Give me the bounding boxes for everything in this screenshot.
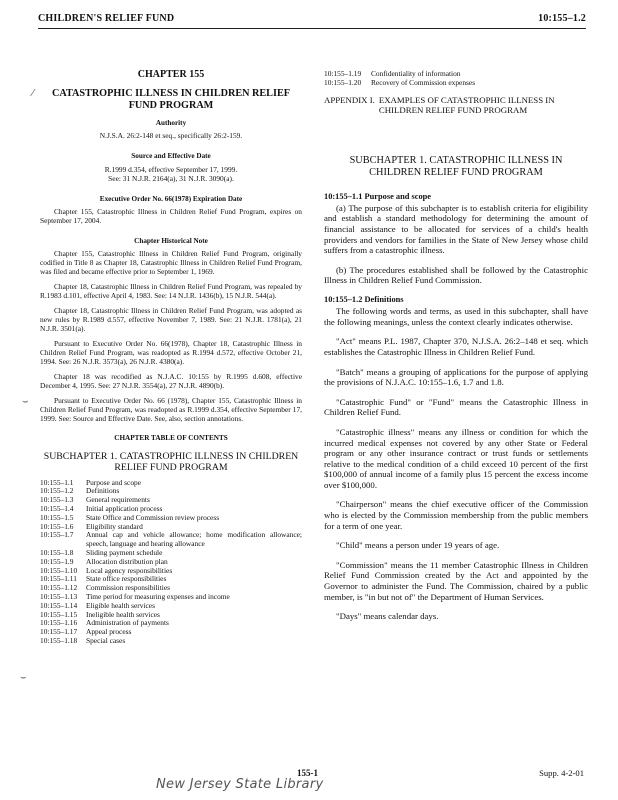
supplement-date: Supp. 4-2-01 [539,768,584,778]
toc-row[interactable] [40,637,302,646]
toc-section-title: Sliding payment schedule [86,548,163,557]
page-number: 155-1 [297,768,318,778]
historical-note-heading: Chapter Historical Note [134,236,208,245]
toc-row[interactable] [40,496,302,505]
source-line: See: 31 N.J.R. 2164(a), 31 N.J.R. 3090(a). [108,173,234,183]
toc-row[interactable] [40,487,302,496]
definition-days: "Days" means calendar days. [336,611,439,622]
table-of-contents-continued [324,70,588,88]
toc-section-title: General requirements [86,495,150,505]
section-paragraph: The following words and terms, as used in this subchapter, shall have the following meanings, unless the context clearly indicates otherwise. [324,306,588,327]
toc-section-number: 10:155–1.2 [40,486,74,496]
toc-section-title: Confidentiality of information [371,69,461,78]
header-title: CHILDREN'S RELIEF FUND [38,13,175,24]
definition-batch: "Batch" means a grouping of applications for the purpose of applying the provisions of N.J.A.C. 10:155–1.6, 1.7 and 1.8. [324,366,588,388]
section-heading: 10:155–1.1 Purpose and scope [324,191,432,201]
authority-text: N.J.S.A. 26:2-148 et seq., specifically 26:2-159. [99,131,243,141]
right-column [324,70,588,631]
definition-catastrophic-illness: "Catastrophic illness" means any illness or condition for which the incurred medical expenses not covered by any other State or Federal program or any other insurance contract or trust funds or settlements relative to the medical condition of a child exceed 10 percent of the first $100,000 of annual income of a family plus 15 percent the excess income over $100,000. [324,426,588,490]
toc-row[interactable] [40,531,302,549]
margin-mark: ⁄ [32,88,34,99]
definition-child: "Child" means a person under 19 years of age. [336,540,500,551]
toc-section-title: Administration of payments [86,618,169,628]
toc-section-title: Initial application process [86,504,163,514]
running-header [38,10,586,29]
section-paragraph: (a) The purpose of this subchapter is to establish criteria for eligibility and establish a standard methodology for determining the amount of financial assistance to be allocated for services of a child's health providers and vendors for families in the State of New Jersey whose child suffers from a catastrophic illness. [324,202,588,256]
toc-row[interactable] [40,567,302,576]
historical-note-paragraph: Chapter 155, Catastrophic Illness in Children Relief Fund Program, originally codified in Title 8 as Chapter 18, Catastrophic Illness in Children Relief Fund Program, was filed and became effective prior to September 1, 1969. [40,249,302,277]
authority-heading: Authority [155,119,187,128]
toc-row[interactable] [40,575,302,584]
toc-row[interactable] [40,514,302,523]
source-heading: Source and Effective Date [131,152,211,161]
toc-section-number: 10:155–1.1 [40,477,74,487]
toc-subchapter-title: SUBCHAPTER 1. CATASTROPHIC ILLNESS IN CHILDREN RELIEF FUND PROGRAM [43,451,299,474]
toc-section-title: Recovery of Commission expenses [371,77,476,87]
margin-mark: ⌣ [22,396,29,407]
historical-note-paragraph: Chapter 18, Catastrophic Illness in Children Relief Fund Program, was repealed by R.1983 d.101, effective April 4, 1983. See: 14 N.J.R. 1436(b), 15 N.J.R. 544(a). [40,282,302,301]
chapter-title: CATASTROPHIC ILLNESS IN CHILDREN RELIEF FUND PROGRAM [52,88,290,112]
toc-section-title: State Office and Commission review process [86,512,220,522]
toc-section-number: 10:155–1.11 [40,574,77,584]
toc-section-title: Definitions [86,486,120,496]
toc-section-title: State office responsibilities [86,574,167,584]
toc-row[interactable] [40,619,302,628]
toc-section-number: 10:155–1.14 [40,600,78,610]
toc-row[interactable] [40,611,302,620]
toc-section-number: 10:155–1.5 [40,512,74,522]
toc-row[interactable] [40,593,302,602]
toc-section-title: Allocation distribution plan [86,556,168,566]
executive-order-text: Chapter 155, Catastrophic Illness in Children Relief Fund Program, expires on September 17, 2004. [40,206,302,225]
toc-row[interactable] [40,628,302,637]
toc-section-number: 10:155–1.17 [40,627,78,637]
toc-section-title: Local agency responsibilities [86,565,173,575]
chapter-number: CHAPTER 155 [137,69,205,80]
toc-section-number: 10:155–1.8 [40,548,74,557]
toc-section-number: 10:155–1.15 [40,609,78,619]
toc-section-title: Appeal process [86,627,132,637]
toc-section-title: Purpose and scope [86,477,142,487]
toc-section-number: 10:155–1.6 [40,521,74,531]
toc-section-number: 10:155–1.9 [40,556,74,566]
toc-section-number: 10:155–1.16 [40,618,78,628]
toc-section-number: 10:155–1.12 [40,583,78,593]
section-heading: 10:155–1.2 Definitions [324,294,404,304]
toc-section-title: Commission responsibilities [86,583,170,593]
definition-commission: "Commission" means the 11 member Catastrophic Illness in Children Relief Fund Commission created by the Act and appointed by the Governor to administer the Fund. The Commission, chaired by a public member, is "in but not of" the Department of Human Services. [324,559,588,602]
toc-row[interactable] [40,479,302,488]
historical-note-paragraph: Pursuant to Executive Order No. 66 (1978), Chapter 155, Catastrophic Illness in Children Relief Fund Program, was readopted as R.1999 d.354, effective September 17, 1999. See: Source and Effective Date. See, also, section annotations. [40,396,302,424]
toc-row[interactable] [40,549,302,558]
toc-row[interactable] [40,602,302,611]
toc-section-number: 10:155–1.3 [40,495,74,505]
appendix-title: EXAMPLES OF CATASTROPHIC ILLNESS IN CHILDREN RELIEF FUND PROGRAM [378,94,555,115]
appendix-label: APPENDIX I. [324,94,375,105]
toc-section-title: Eligibility standard [86,521,143,531]
toc-section-number: 10:155–1.7 [40,530,74,540]
historical-note-paragraph: Chapter 18 was recodified as N.J.A.C. 10:155 by R.1995 d.608, effective December 4, 1995. See: 27 N.J.R. 3554(a), 27 N.J.R. 4890(b). [40,372,302,391]
table-of-contents-heading: CHAPTER TABLE OF CONTENTS [114,434,228,443]
subchapter-heading: SUBCHAPTER 1. CATASTROPHIC ILLNESS IN CHILDREN RELIEF FUND PROGRAM [349,154,563,178]
library-watermark: New Jersey State Library [156,777,324,792]
toc-section-title: Ineligible health services [86,609,160,619]
toc-section-title: Time period for measuring expenses and income [86,591,230,601]
toc-section-title: Eligible health services [86,600,155,610]
toc-section-number: 10:155–1.13 [40,591,78,601]
margin-mark: ⌣ [20,672,27,683]
header-section-number: 10:155–1.2 [538,13,586,24]
appendix-entry[interactable] [324,95,588,115]
toc-section-title: Annual cap and vehicle allowance; home modification allowance; speech, language and hearing allowance [86,530,302,549]
toc-section-number: 10:155–1.20 [324,77,362,87]
toc-section-number: 10:155–1.19 [324,69,362,78]
toc-row[interactable] [324,79,588,88]
source-line: R.1999 d.354, effective September 17, 1999. [104,164,238,174]
toc-section-number: 10:155–1.18 [40,635,78,645]
toc-section-title: Special cases [86,635,126,645]
toc-section-number: 10:155–1.4 [40,504,74,514]
left-column [40,70,302,646]
historical-note-paragraph: Chapter 18, Catastrophic Illness in Children Relief Fund Program, was adopted as new rules by R.1989 d.557, effective November 7, 1989. See: 21 N.J.R. 1781(a), 21 N.J.R. 3501(a). [40,306,302,334]
executive-order-heading: Executive Order No. 66(1978) Expiration Date [99,194,243,203]
definition-act: "Act" means P.L. 1987, Chapter 370, N.J.S.A. 26:2–148 et seq. which establishes the Catastrophic Illness in Children Relief Fund. [324,336,588,357]
definition-fund: "Catastrophic Fund" or "Fund" means the Catastrophic Illness in Children Relief Fund. [324,396,588,418]
definition-chairperson: "Chairperson" means the chief executive officer of the Commission who is elected by the Commission membership from the public members for a term of one year. [324,499,588,531]
section-paragraph: (b) The procedures established shall be followed by the Catastrophic Illness in Children Relief Fund Commission. [324,264,588,286]
table-of-contents [40,479,302,646]
toc-section-number: 10:155–1.10 [40,565,78,575]
historical-note-paragraph: Pursuant to Executive Order No. 66(1978), Chapter 18, Catastrophic Illness in Children Relief Fund Program, was readopted as R.1994 d.572, effective October 21, 1994. See: 26 N.J.R. 3573(a), 26 N.J.R. 4380(a). [40,339,302,367]
